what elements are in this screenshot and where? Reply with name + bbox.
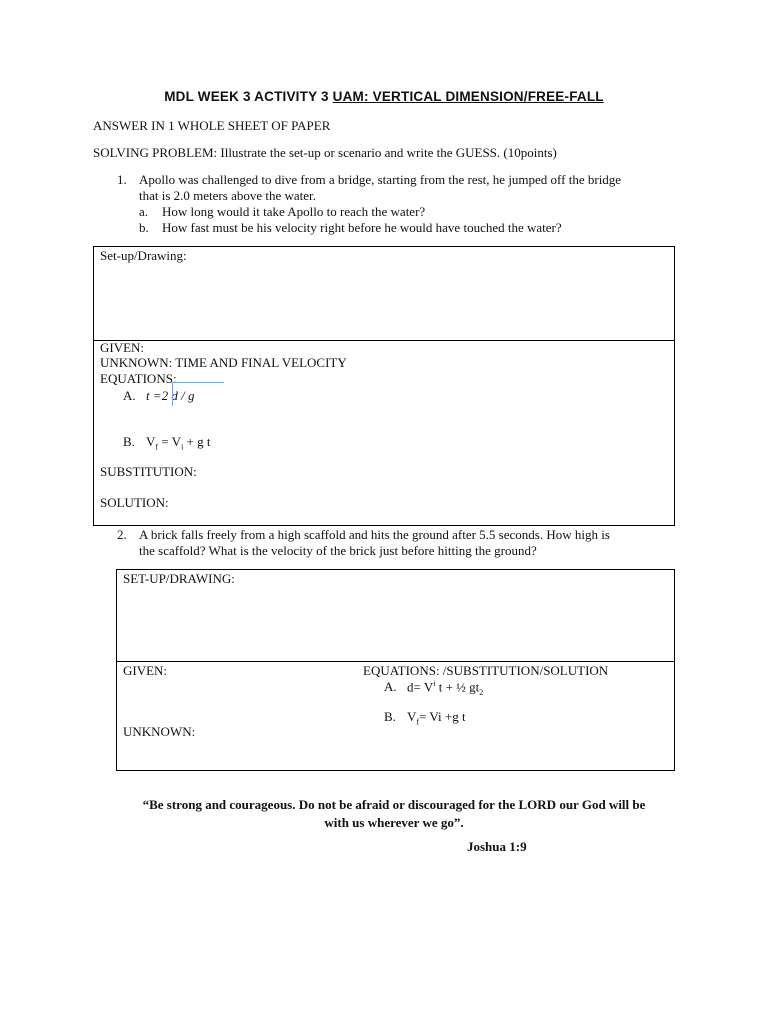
problem2-text-line1: A brick falls freely from a high scaffold and hits the ground after 5.5 seconds. How high is bbox=[139, 527, 610, 542]
p2-eq-b-sub-f: f bbox=[416, 717, 420, 727]
quote-reference: Joshua 1:9 bbox=[467, 839, 527, 854]
sqrt-bar bbox=[172, 382, 224, 383]
quote-line1: “Be strong and courageous. Do not be afraid or discouraged for the LORD our God will be bbox=[142, 797, 646, 812]
problem2-given-label: GIVEN: bbox=[123, 663, 168, 678]
problem2-eq-b-label: B. bbox=[384, 709, 396, 724]
eq-b-eq: = V bbox=[158, 434, 182, 449]
p2-eq-a-post: t + ½ gt bbox=[435, 679, 480, 695]
title-part1: MDL WEEK 3 ACTIVITY 3 bbox=[164, 89, 333, 104]
problem1-eq-a: t =2 d / g bbox=[146, 388, 195, 403]
eq-b-sub-i: i bbox=[181, 442, 184, 452]
title-part2: UAM: VERTICAL DIMENSION/FREE-FALL bbox=[332, 89, 604, 104]
problem1-setup-label: Set-up/Drawing: bbox=[100, 248, 187, 263]
problem1-b-text: How fast must be his velocity right before he would have touched the water? bbox=[162, 220, 562, 235]
p2-eq-a-sub: 2 bbox=[479, 687, 484, 697]
problem1-eq-b bbox=[146, 434, 211, 452]
problem1-text-line1: Apollo was challenged to dive from a bridge, starting from the rest, he jumped off the bridge bbox=[139, 172, 622, 187]
problem2-eq-a-label: A. bbox=[384, 679, 397, 694]
instruction-line1: ANSWER IN 1 WHOLE SHEET OF PAPER bbox=[93, 118, 331, 133]
problem2-text-line2: the scaffold? What is the velocity of the brick just before hitting the ground? bbox=[139, 543, 537, 558]
problem2-work-box bbox=[116, 661, 675, 771]
quote-line2: with us wherever we go”. bbox=[324, 815, 464, 830]
eq-b-v: V bbox=[146, 434, 156, 449]
problem1-given-label: GIVEN: bbox=[100, 340, 145, 355]
problem1-number: 1. bbox=[117, 172, 127, 187]
problem2-setup-box bbox=[116, 569, 675, 662]
problem1-solution-label: SOLUTION: bbox=[100, 495, 169, 510]
instruction-line2: SOLVING PROBLEM: Illustrate the set-up or scenario and write the GUESS. (10points) bbox=[93, 145, 557, 160]
eq-b-rest: + g t bbox=[183, 434, 211, 449]
problem1-text-line2: that is 2.0 meters above the water. bbox=[139, 188, 316, 203]
eq-b-sub-f: f bbox=[155, 442, 159, 452]
problem1-equations-label: EQUATIONS: bbox=[100, 371, 177, 386]
problem2-unknown-label: UNKNOWN: bbox=[123, 724, 196, 739]
p2-eq-a-pre: d= V bbox=[407, 679, 434, 695]
problem1-b-label: b. bbox=[139, 220, 149, 235]
problem1-substitution-label: SUBSTITUTION: bbox=[100, 464, 197, 479]
problem2-eq-a bbox=[407, 679, 483, 697]
page-title bbox=[0, 89, 768, 104]
p2-eq-b-rest: = Vi +g t bbox=[419, 709, 466, 724]
problem1-setup-box bbox=[93, 246, 675, 341]
p2-eq-b-v: V bbox=[407, 709, 417, 724]
p2-eq-a-sup: i bbox=[433, 679, 436, 688]
problem2-eq-b bbox=[407, 709, 466, 727]
problem1-work-box bbox=[93, 340, 675, 526]
problem2-setup-label: SET-UP/DRAWING: bbox=[123, 571, 235, 586]
problem1-eq-a-label: A. bbox=[123, 388, 136, 403]
problem1-a-label: a. bbox=[139, 204, 149, 219]
problem2-number: 2. bbox=[117, 527, 127, 542]
problem1-a-text: How long would it take Apollo to reach the water? bbox=[162, 204, 426, 219]
problem1-eq-b-label: B. bbox=[123, 434, 135, 449]
sqrt-stem bbox=[172, 382, 173, 406]
problem2-equations-label: EQUATIONS: /SUBSTITUTION/SOLUTION bbox=[363, 663, 609, 678]
problem1-unknown: UNKNOWN: TIME AND FINAL VELOCITY bbox=[100, 355, 347, 370]
